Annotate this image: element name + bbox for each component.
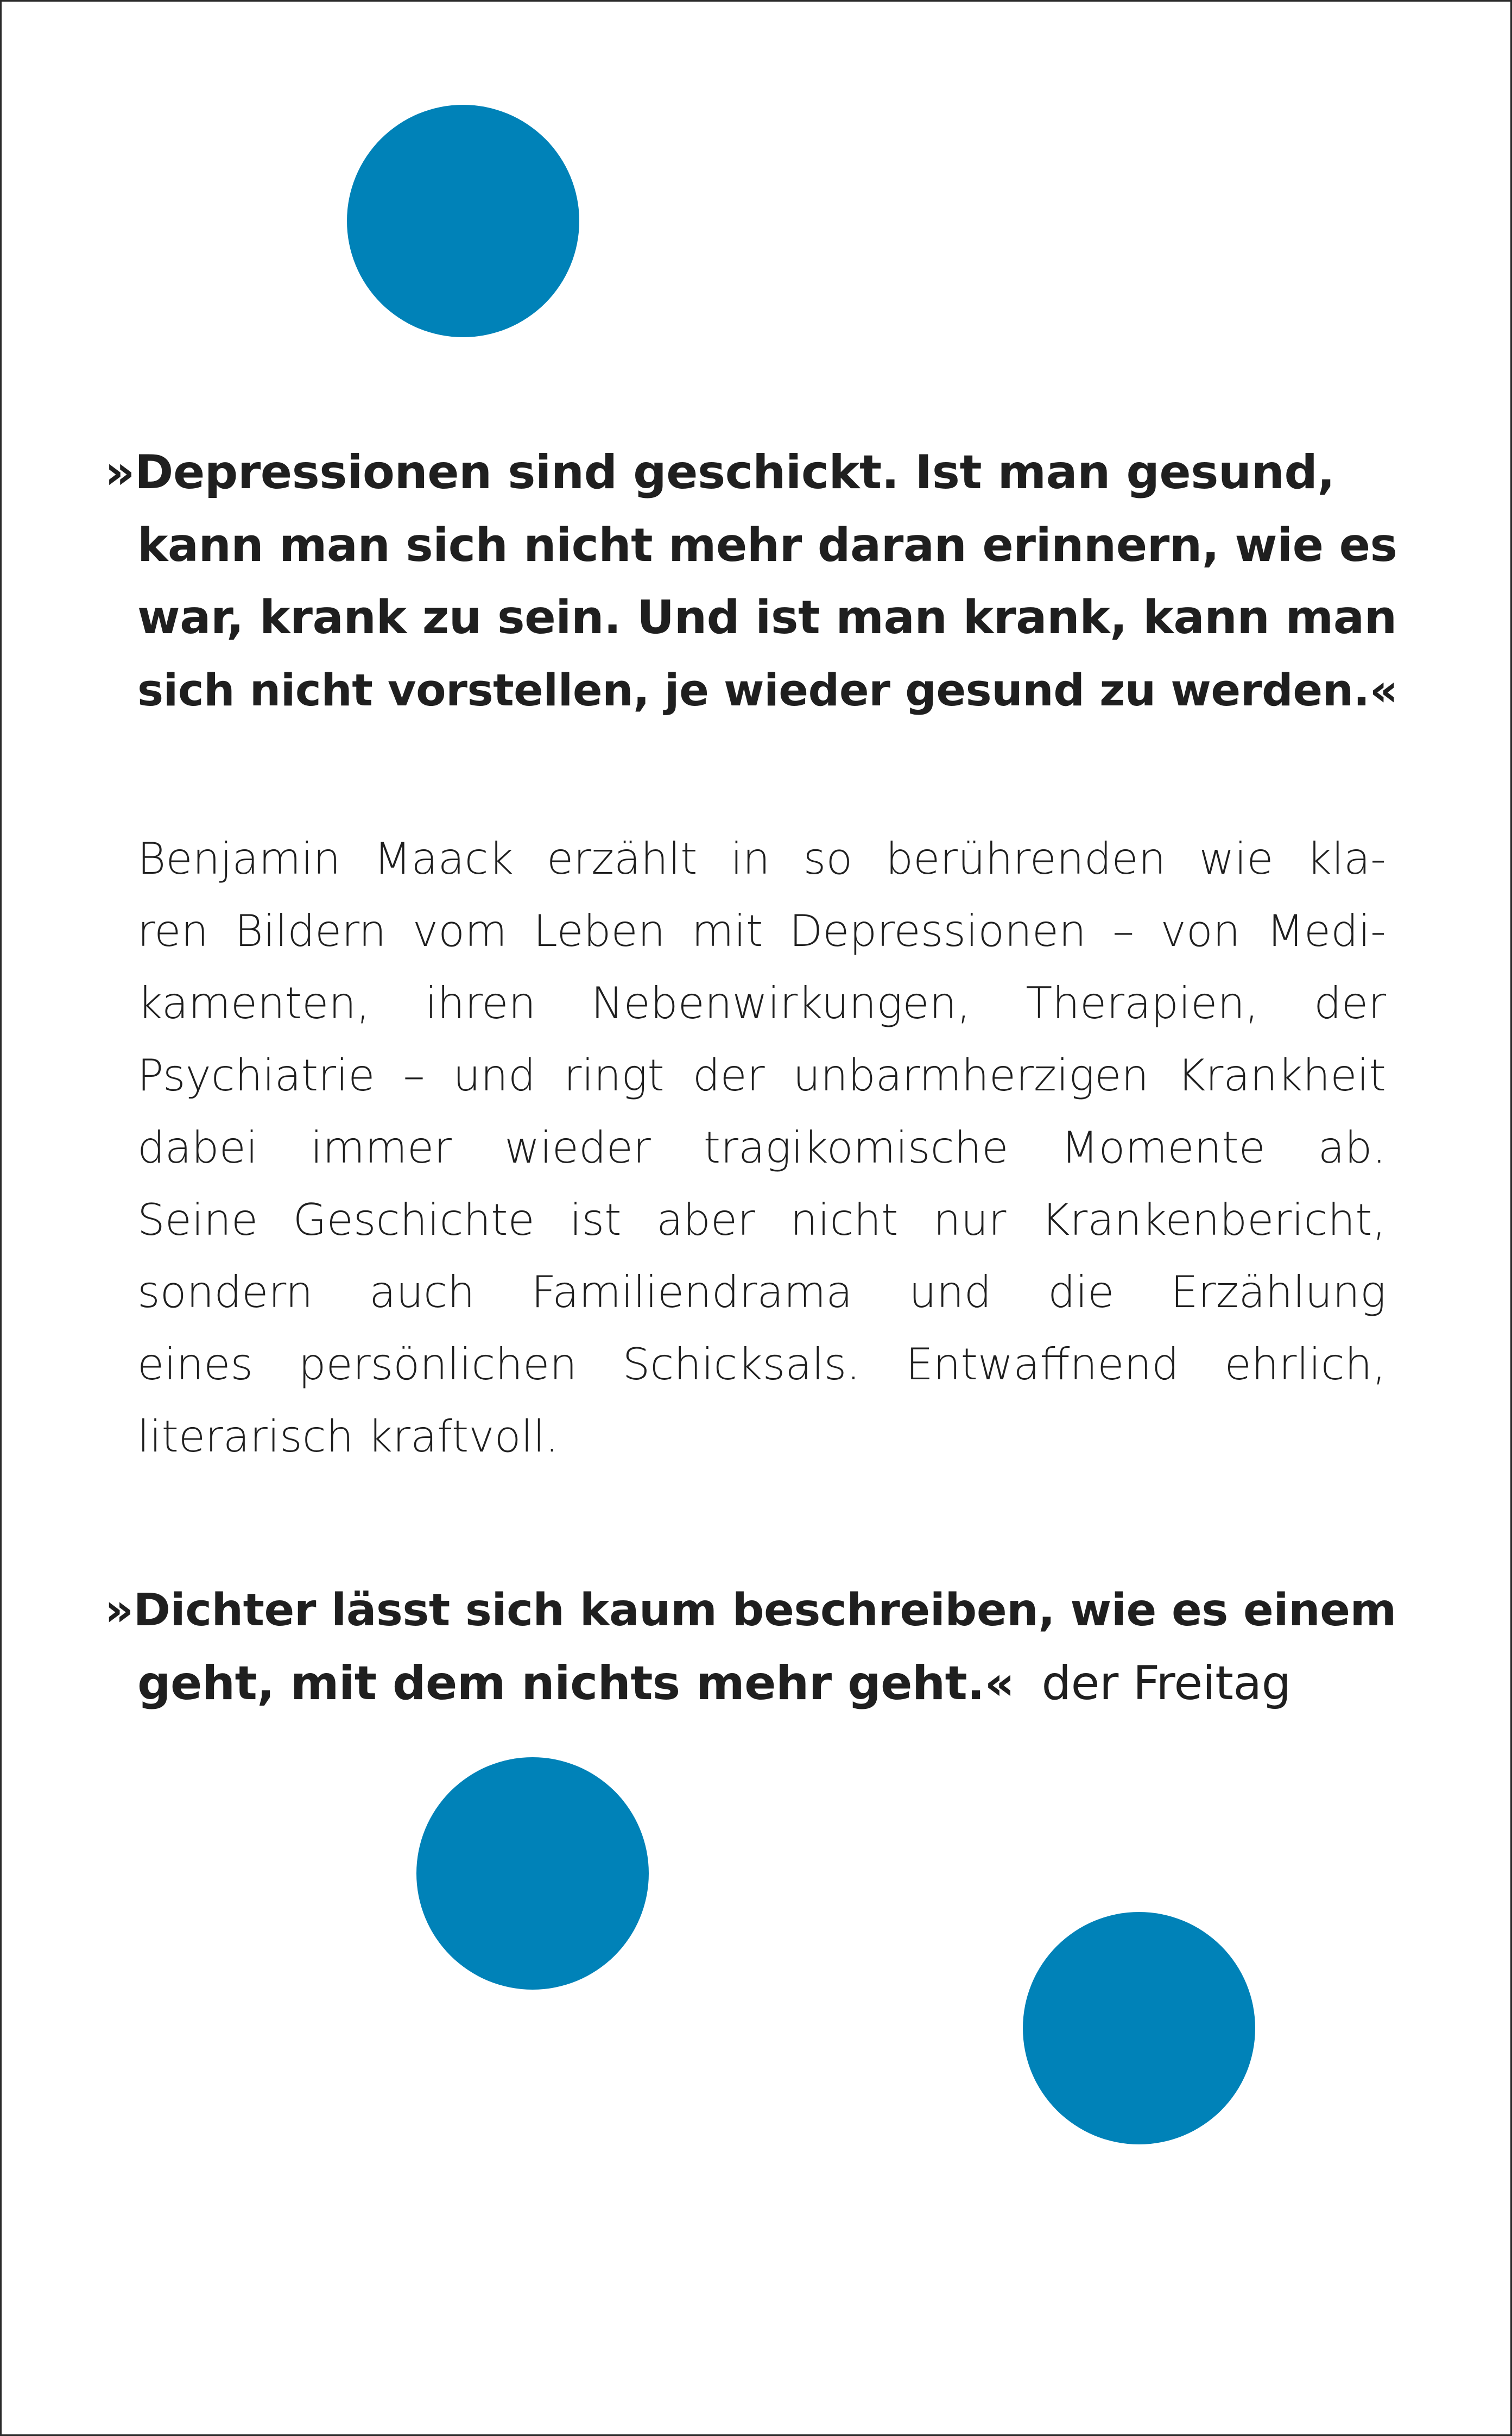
quote-line: »Dichter lässt sich kaum beschreiben, wie es einem: [105, 1585, 1396, 1636]
description-line: ren Bildern vom Leben mit Depressionen – von Medi-: [137, 906, 1386, 956]
description-line: dabei immer wieder tragikomische Momente ab.: [137, 1122, 1386, 1173]
blue-dot-middle: [416, 1757, 649, 1990]
description-line: Seine Geschichte ist aber nicht nur Krankenbericht,: [137, 1195, 1386, 1245]
blue-dot-top: [347, 105, 579, 337]
book-description: [137, 823, 1386, 1473]
quote-line: »Depressionen sind geschickt. Ist man gesund,: [105, 445, 1335, 500]
description-line: literarisch kraftvoll.: [137, 1411, 559, 1462]
quote-line: geht, mit dem nichts mehr geht.«: [137, 1656, 1015, 1711]
quote-source: der Freitag: [1041, 1656, 1291, 1711]
blue-dot-bottom: [1023, 1912, 1255, 2144]
pull-quote-top: [105, 436, 1429, 727]
quote-line-with-source: [105, 1647, 1429, 1720]
description-line: sondern auch Familiendrama und die Erzählung: [137, 1267, 1386, 1317]
description-line: kamenten, ihren Nebenwirkungen, Therapien, der: [137, 978, 1386, 1028]
description-line: Benjamin Maack erzählt in so berührenden wie kla-: [137, 834, 1386, 884]
description-line: eines persönlichen Schicksals. Entwaffnend ehrlich,: [137, 1339, 1386, 1390]
quote-line: kann man sich nicht mehr daran erinnern, wie es: [137, 518, 1397, 572]
press-quote: [105, 1574, 1429, 1720]
quote-line: war, krank zu sein. Und ist man krank, kann man: [137, 591, 1397, 645]
quote-line: sich nicht vorstellen, je wieder gesund zu werden.«: [137, 665, 1398, 716]
description-line: Psychiatrie – und ringt der unbarmherzigen Krankheit: [137, 1050, 1386, 1101]
